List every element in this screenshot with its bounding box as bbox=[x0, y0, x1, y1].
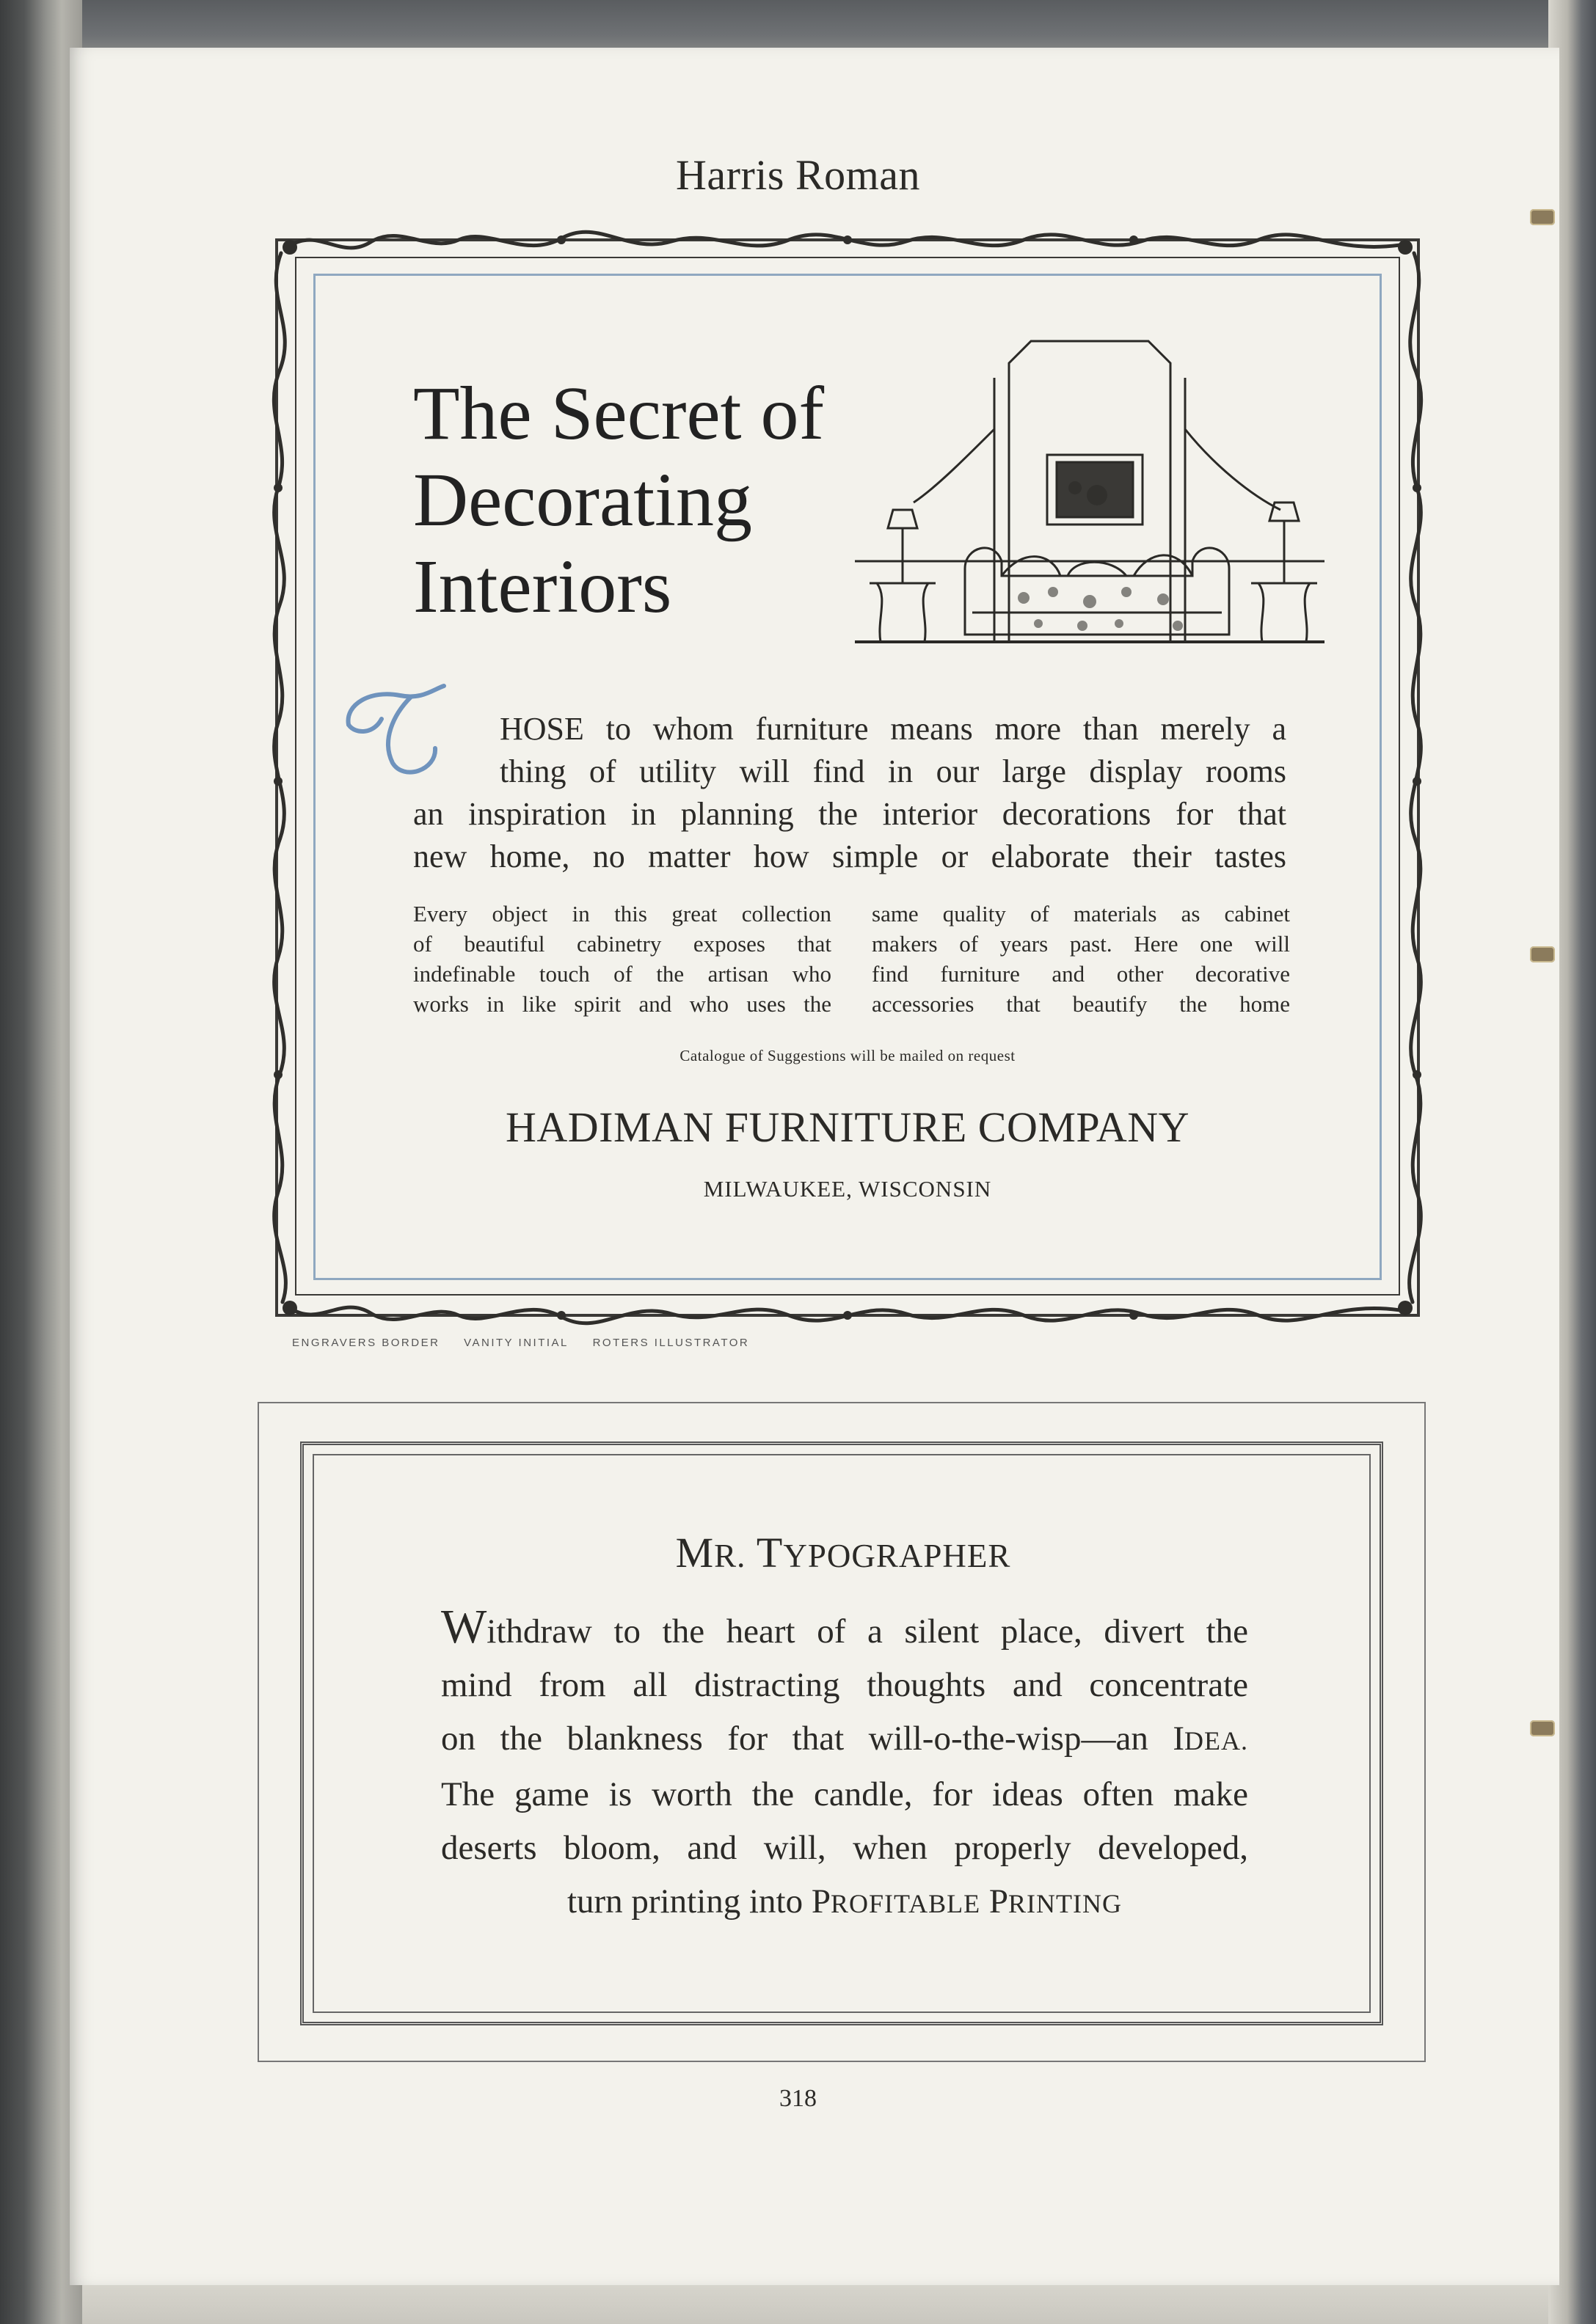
small-caps-text: ROFITABLE bbox=[831, 1889, 981, 1918]
company-name: HADIMAN FURNITURE COMPANY bbox=[505, 1103, 1189, 1151]
page-number: 318 bbox=[779, 2085, 817, 2112]
furniture-advertisement bbox=[260, 224, 1435, 1331]
small-caps-text: RINTING bbox=[1008, 1889, 1123, 1918]
line-text: on the blankness for that will-o-the-wisp—an I bbox=[441, 1720, 1184, 1758]
binding-thread bbox=[1530, 946, 1555, 962]
typographer-title bbox=[259, 1528, 1427, 1577]
line-text: turn printing into P bbox=[566, 1882, 831, 1921]
lead-line: an inspiration in planning the interior decorations for that bbox=[413, 796, 1286, 832]
title-small-caps: R. bbox=[714, 1538, 746, 1574]
text-line bbox=[441, 1875, 1248, 1931]
credit-item: ENGRAVERS BORDER bbox=[292, 1337, 440, 1349]
lead-line: HOSE to whom furniture means more than merely a bbox=[500, 711, 1286, 747]
typographer-box bbox=[258, 1402, 1426, 2062]
title-cap: T bbox=[756, 1529, 784, 1576]
text-line: The game is worth the candle, for ideas often make bbox=[441, 1775, 1248, 1813]
typographer-text bbox=[441, 1600, 1248, 1931]
credits-line bbox=[292, 1337, 768, 1349]
initial-letter: W bbox=[441, 1600, 487, 1654]
text-line bbox=[441, 1712, 1248, 1768]
column-line: of beautiful cabinetry exposes that bbox=[413, 931, 831, 957]
column-line: makers of years past. Here one will bbox=[872, 931, 1290, 957]
headline-line: Decorating bbox=[413, 458, 753, 542]
lead-line: thing of utility will find in our large display rooms bbox=[500, 753, 1286, 789]
line-text: P bbox=[980, 1882, 1009, 1921]
ad-headline bbox=[413, 370, 824, 630]
left-column bbox=[413, 899, 831, 1019]
headline-line: The Secret of bbox=[413, 371, 825, 456]
title-small-caps: YPOGRAPHER bbox=[783, 1538, 1011, 1574]
line-text: ithdraw to the heart of a silent place, divert the bbox=[487, 1612, 1248, 1651]
binding-thread bbox=[1530, 1720, 1555, 1736]
text-line: deserts bloom, and will, when properly developed, bbox=[441, 1829, 1248, 1867]
column-line: Every object in this great collection bbox=[413, 901, 831, 927]
small-caps-text: DEA. bbox=[1184, 1726, 1248, 1755]
living-room-illustration bbox=[855, 319, 1324, 664]
column-line: indefinable touch of the artisan who bbox=[413, 961, 831, 987]
title-cap: M bbox=[675, 1529, 715, 1576]
binding-thread bbox=[1530, 209, 1555, 225]
lead-paragraph bbox=[413, 708, 1286, 878]
lead-line: new home, no matter how simple or elaborate their tastes bbox=[413, 838, 1286, 874]
running-head: Harris Roman bbox=[676, 151, 920, 199]
catalogue-note: Catalogue of Suggestions will be mailed on request bbox=[679, 1047, 1016, 1064]
column-line: find furniture and other decorative bbox=[872, 961, 1290, 987]
credit-item: ROTERS ILLUSTRATOR bbox=[592, 1337, 750, 1349]
column-line: works in like spirit and who uses the bbox=[413, 991, 831, 1017]
text-line: mind from all distracting thoughts and concentrate bbox=[441, 1666, 1248, 1704]
company-city: MILWAUKEE, WISCONSIN bbox=[703, 1176, 992, 1202]
column-line: accessories that beautify the home bbox=[872, 991, 1290, 1017]
credit-item: VANITY INITIAL bbox=[464, 1337, 569, 1349]
headline-line: Interiors bbox=[413, 544, 672, 629]
right-column bbox=[872, 899, 1290, 1019]
column-line: same quality of materials as cabinet bbox=[872, 901, 1290, 927]
text-line bbox=[441, 1600, 1248, 1659]
